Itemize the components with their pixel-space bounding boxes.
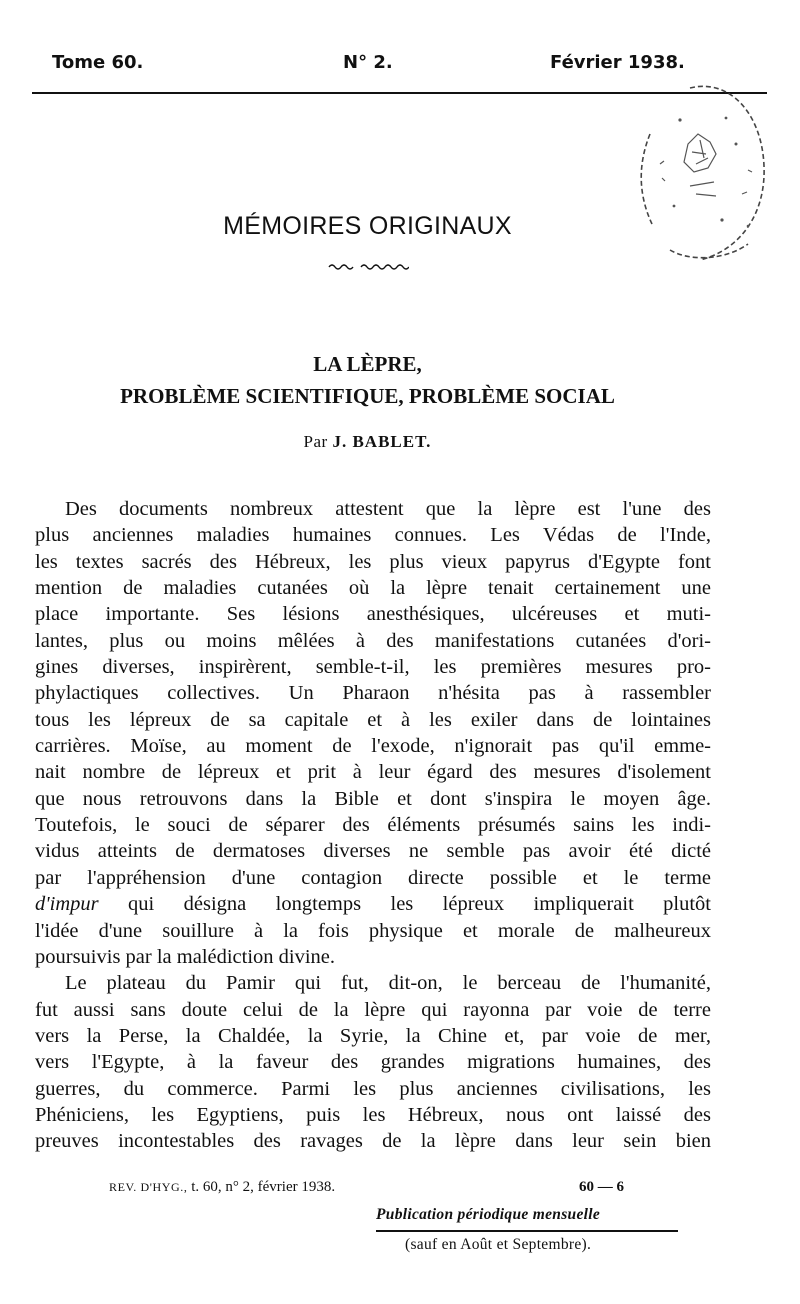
body-line: les textes sacrés des Hébreux, les plus vieux papyrus d'Egypte font	[35, 550, 711, 573]
byline-prefix: Par	[303, 432, 328, 451]
body-line: Des documents nombreux attestent que la lèpre est l'une des	[65, 498, 711, 520]
body-line: que nous retrouvons dans la Bible et dont s'inspira le moyen âge.	[35, 787, 711, 810]
body-line: poursuivis par la malédiction divine.	[35, 945, 336, 968]
body-line: Toutefois, le souci de séparer des éléments présumés sains les indi-	[35, 814, 711, 837]
volume-label: Tome 60.	[52, 52, 144, 73]
body-line: gines diverses, inspirèrent, semble-t-il, les premières mesures pro-	[35, 656, 711, 679]
body-line: vers l'Egypte, à la faveur des grandes migrations humaines, des	[35, 1051, 711, 1074]
article-title-line-1: LA LÈPRE,	[313, 352, 422, 376]
byline	[0, 432, 735, 452]
body-line: phylactiques collectives. Un Pharaon n'hésita pas à rassembler	[35, 682, 711, 705]
publication-frequency: Publication périodique mensuelle	[376, 1206, 601, 1223]
body-line: fut aussi sans doute celui de la lèpre qui rayonna par voie de terre	[35, 998, 711, 1021]
body-line-mixed	[35, 891, 711, 917]
body-line: vidus atteints de dermatoses diverses ne semble pas avoir été dicté	[35, 840, 711, 863]
issue-date: Février 1938.	[550, 52, 685, 73]
article-body	[35, 496, 711, 1155]
journal-abbrev: REV. D'HYG.,	[109, 1180, 188, 1194]
body-line: Le plateau du Pamir qui fut, dit-on, le berceau de l'humanité,	[65, 972, 711, 995]
body-line-rest: qui désigna longtemps les lépreux impliquerait plutôt	[128, 893, 712, 916]
italic-word: d'impur	[35, 893, 99, 916]
page-code: 60 — 6	[579, 1179, 624, 1195]
ornament-squiggle	[327, 262, 409, 272]
body-line: tous les lépreux de sa capitale et à les exiler dans de lointaines	[35, 708, 711, 731]
body-line: lantes, plus ou moins mêlées à des manifestations cutanées d'ori-	[35, 629, 711, 652]
body-line: plus anciennes maladies humaines connues. Les Védas de l'Inde,	[35, 524, 711, 547]
section-title: MÉMOIRES ORIGINAUX	[223, 212, 512, 240]
article-title-line-2: PROBLÈME SCIENTIFIQUE, PROBLÈME SOCIAL	[120, 384, 615, 408]
issue-number: N° 2.	[343, 52, 393, 73]
body-line: par l'appréhension d'une contagion directe possible et le terme	[35, 866, 711, 889]
journal-citation	[109, 1179, 649, 1201]
body-line: preuves incontestables des ravages de la lèpre dans leur sein bien	[35, 1130, 711, 1153]
body-line: vers la Perse, la Chaldée, la Syrie, la Chine et, par voie de mer,	[35, 1024, 711, 1047]
body-line: Phéniciens, les Egyptiens, puis les Hébreux, nous ont laissé des	[35, 1103, 711, 1126]
publication-note: (sauf en Août et Septembre).	[405, 1236, 592, 1253]
citation-details: t. 60, n° 2, février 1938.	[191, 1179, 336, 1195]
body-line: l'idée d'une souillure à la fois physique et morale de malheureux	[35, 919, 711, 942]
author-name: J. BABLET.	[332, 432, 432, 451]
body-line: guerres, du commerce. Parmi les plus anciennes civilisations, les	[35, 1077, 711, 1100]
body-line: place importante. Ses lésions anesthésiques, ulcéreuses et muti-	[35, 603, 711, 626]
body-line: mention de maladies cutanées où la lèpre tenait certainement une	[35, 577, 711, 600]
footer-rule	[376, 1230, 678, 1232]
body-line: nait nombre de lépreux et prit à leur égard des mesures d'isolement	[35, 761, 711, 784]
body-line: carrières. Moïse, au moment de l'exode, n'ignorait pas qu'il emme-	[35, 735, 711, 758]
